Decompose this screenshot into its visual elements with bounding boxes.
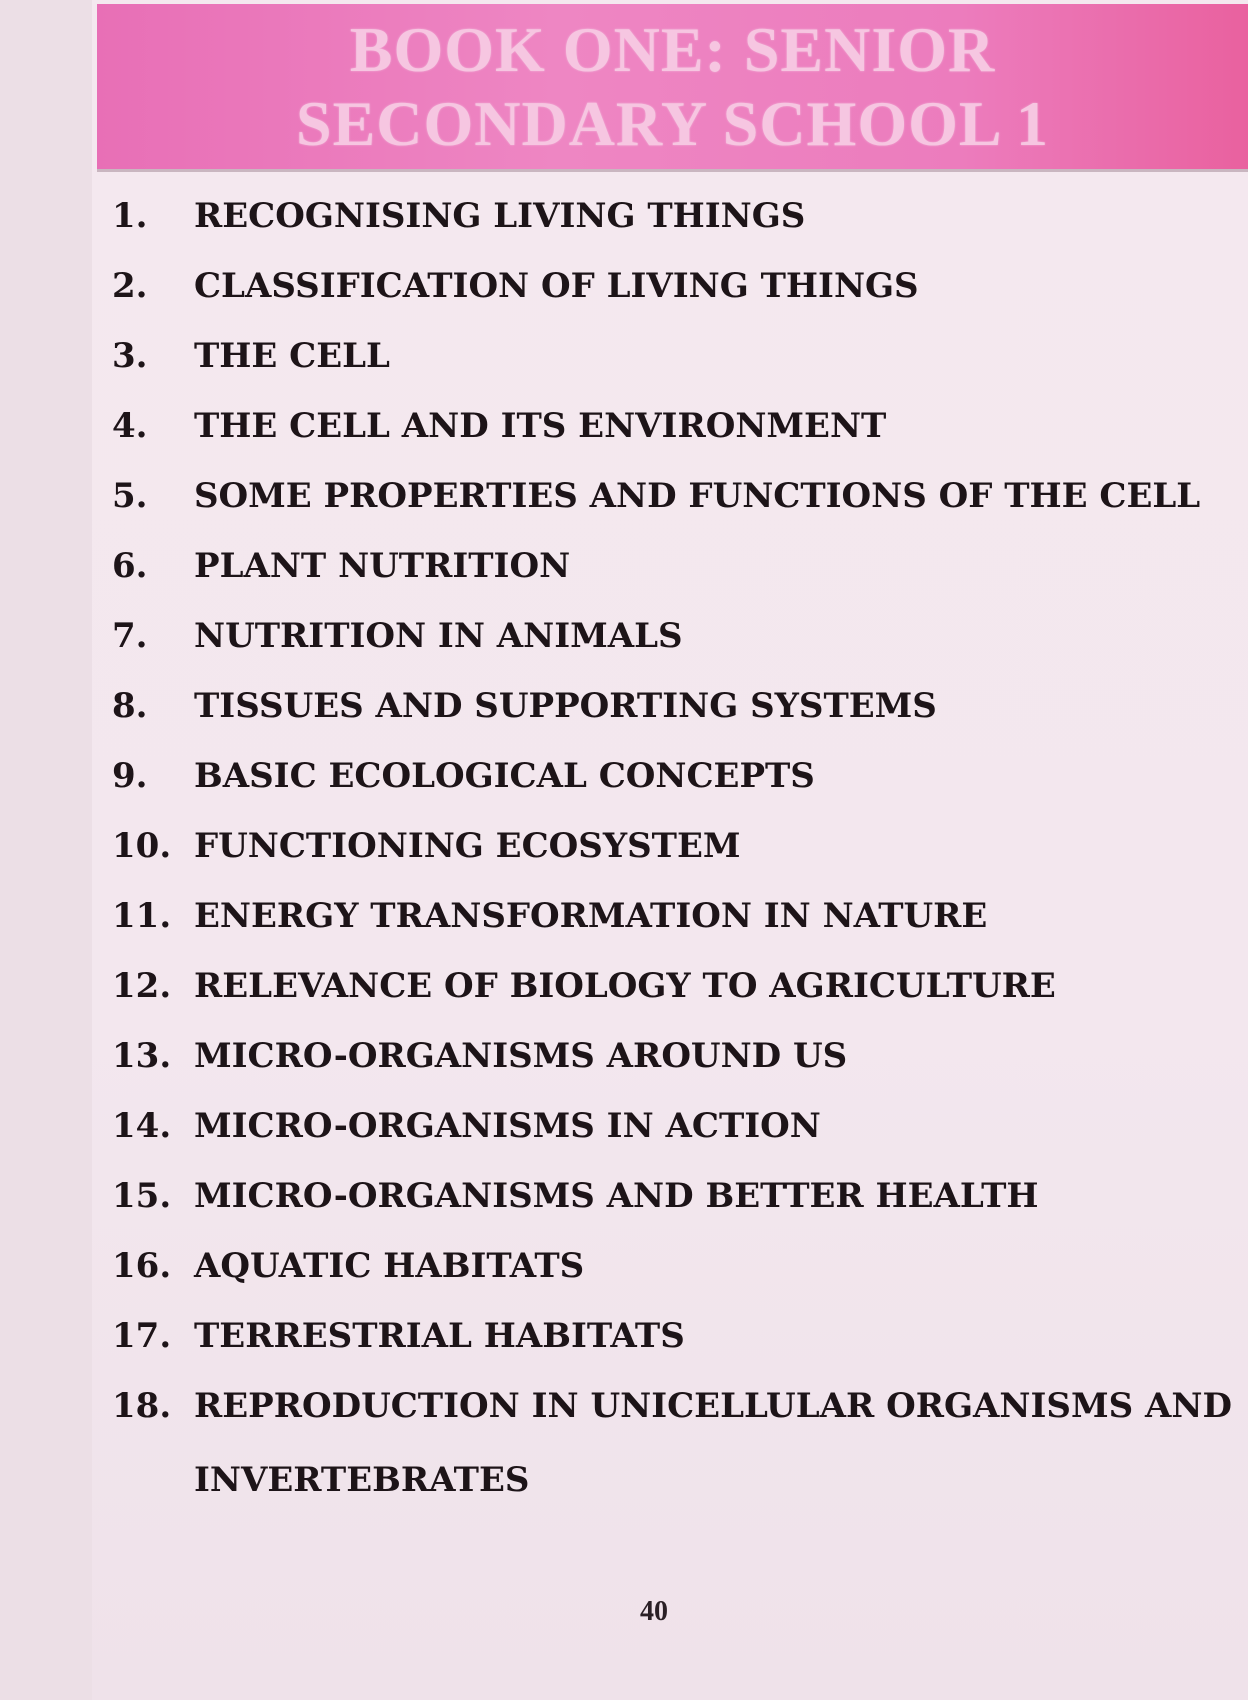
- toc-item: [112, 406, 1232, 476]
- toc-item: [112, 896, 1232, 966]
- toc-item-number: 1.: [112, 196, 148, 236]
- toc-item-title: REPRODUCTION IN UNICELLULAR ORGANISMS AND INVERTEBRATES: [194, 1386, 1232, 1500]
- toc-item: [112, 1036, 1232, 1106]
- toc-item-title: MICRO-ORGANISMS AND BETTER HEALTH: [194, 1176, 1039, 1216]
- toc-item: [112, 546, 1232, 616]
- toc-item-number: 13.: [112, 1036, 172, 1076]
- header-title-line-2: SECONDARY SCHOOL 1: [295, 87, 1050, 159]
- toc-item-number: 17.: [112, 1316, 172, 1356]
- toc-item-title: ENERGY TRANSFORMATION IN NATURE: [194, 896, 988, 936]
- toc-item: [112, 196, 1232, 266]
- toc-item: [112, 826, 1232, 896]
- toc-item-title: FUNCTIONING ECOSYSTEM: [194, 826, 741, 866]
- toc-item: [112, 756, 1232, 826]
- toc-item-number: 18.: [112, 1386, 172, 1426]
- toc-item-number: 9.: [112, 756, 148, 796]
- toc-item-number: 11.: [112, 896, 172, 936]
- toc-item-title: CLASSIFICATION OF LIVING THINGS: [194, 266, 919, 306]
- toc-item: [112, 616, 1232, 686]
- page-number: 40: [640, 1596, 668, 1627]
- toc-item: [112, 1176, 1232, 1246]
- toc-item: [112, 476, 1232, 546]
- header-title-line-1: BOOK ONE: SENIOR: [349, 13, 996, 85]
- toc-item-number: 15.: [112, 1176, 172, 1216]
- toc-item-number: 2.: [112, 266, 148, 306]
- toc-item-number: 4.: [112, 406, 148, 446]
- toc-item-number: 16.: [112, 1246, 172, 1286]
- toc-item-title: RECOGNISING LIVING THINGS: [194, 196, 806, 236]
- toc-item-title: THE CELL: [194, 336, 390, 376]
- toc-item: [112, 1386, 1232, 1517]
- toc-item-title: TISSUES AND SUPPORTING SYSTEMS: [194, 686, 937, 726]
- toc-item-number: 6.: [112, 546, 148, 586]
- toc-item-title: SOME PROPERTIES AND FUNCTIONS OF THE CELL: [194, 476, 1201, 516]
- table-of-contents: [112, 196, 1232, 1517]
- toc-item: [112, 1246, 1232, 1316]
- toc-item-title: PLANT NUTRITION: [194, 546, 571, 586]
- toc-item-title: RELEVANCE OF BIOLOGY TO AGRICULTURE: [194, 966, 1056, 1006]
- toc-item-number: 3.: [112, 336, 148, 376]
- toc-item-number: 12.: [112, 966, 172, 1006]
- toc-item-number: 5.: [112, 476, 148, 516]
- toc-item: [112, 336, 1232, 406]
- toc-item-number: 14.: [112, 1106, 172, 1146]
- section-header-banner: [97, 4, 1248, 172]
- toc-item: [112, 686, 1232, 756]
- toc-item-title: MICRO-ORGANISMS IN ACTION: [194, 1106, 821, 1146]
- toc-item-title: TERRESTRIAL HABITATS: [194, 1316, 685, 1356]
- toc-item-title: THE CELL AND ITS ENVIRONMENT: [194, 406, 887, 446]
- toc-item-title: BASIC ECOLOGICAL CONCEPTS: [194, 756, 815, 796]
- toc-item-number: 10.: [112, 826, 172, 866]
- toc-item: [112, 1106, 1232, 1176]
- toc-item-title: AQUATIC HABITATS: [194, 1246, 585, 1286]
- toc-item-number: 7.: [112, 616, 148, 656]
- toc-item: [112, 266, 1232, 336]
- toc-item: [112, 966, 1232, 1036]
- toc-item-title: NUTRITION IN ANIMALS: [194, 616, 683, 656]
- toc-item-title: MICRO-ORGANISMS AROUND US: [194, 1036, 848, 1076]
- toc-item-number: 8.: [112, 686, 148, 726]
